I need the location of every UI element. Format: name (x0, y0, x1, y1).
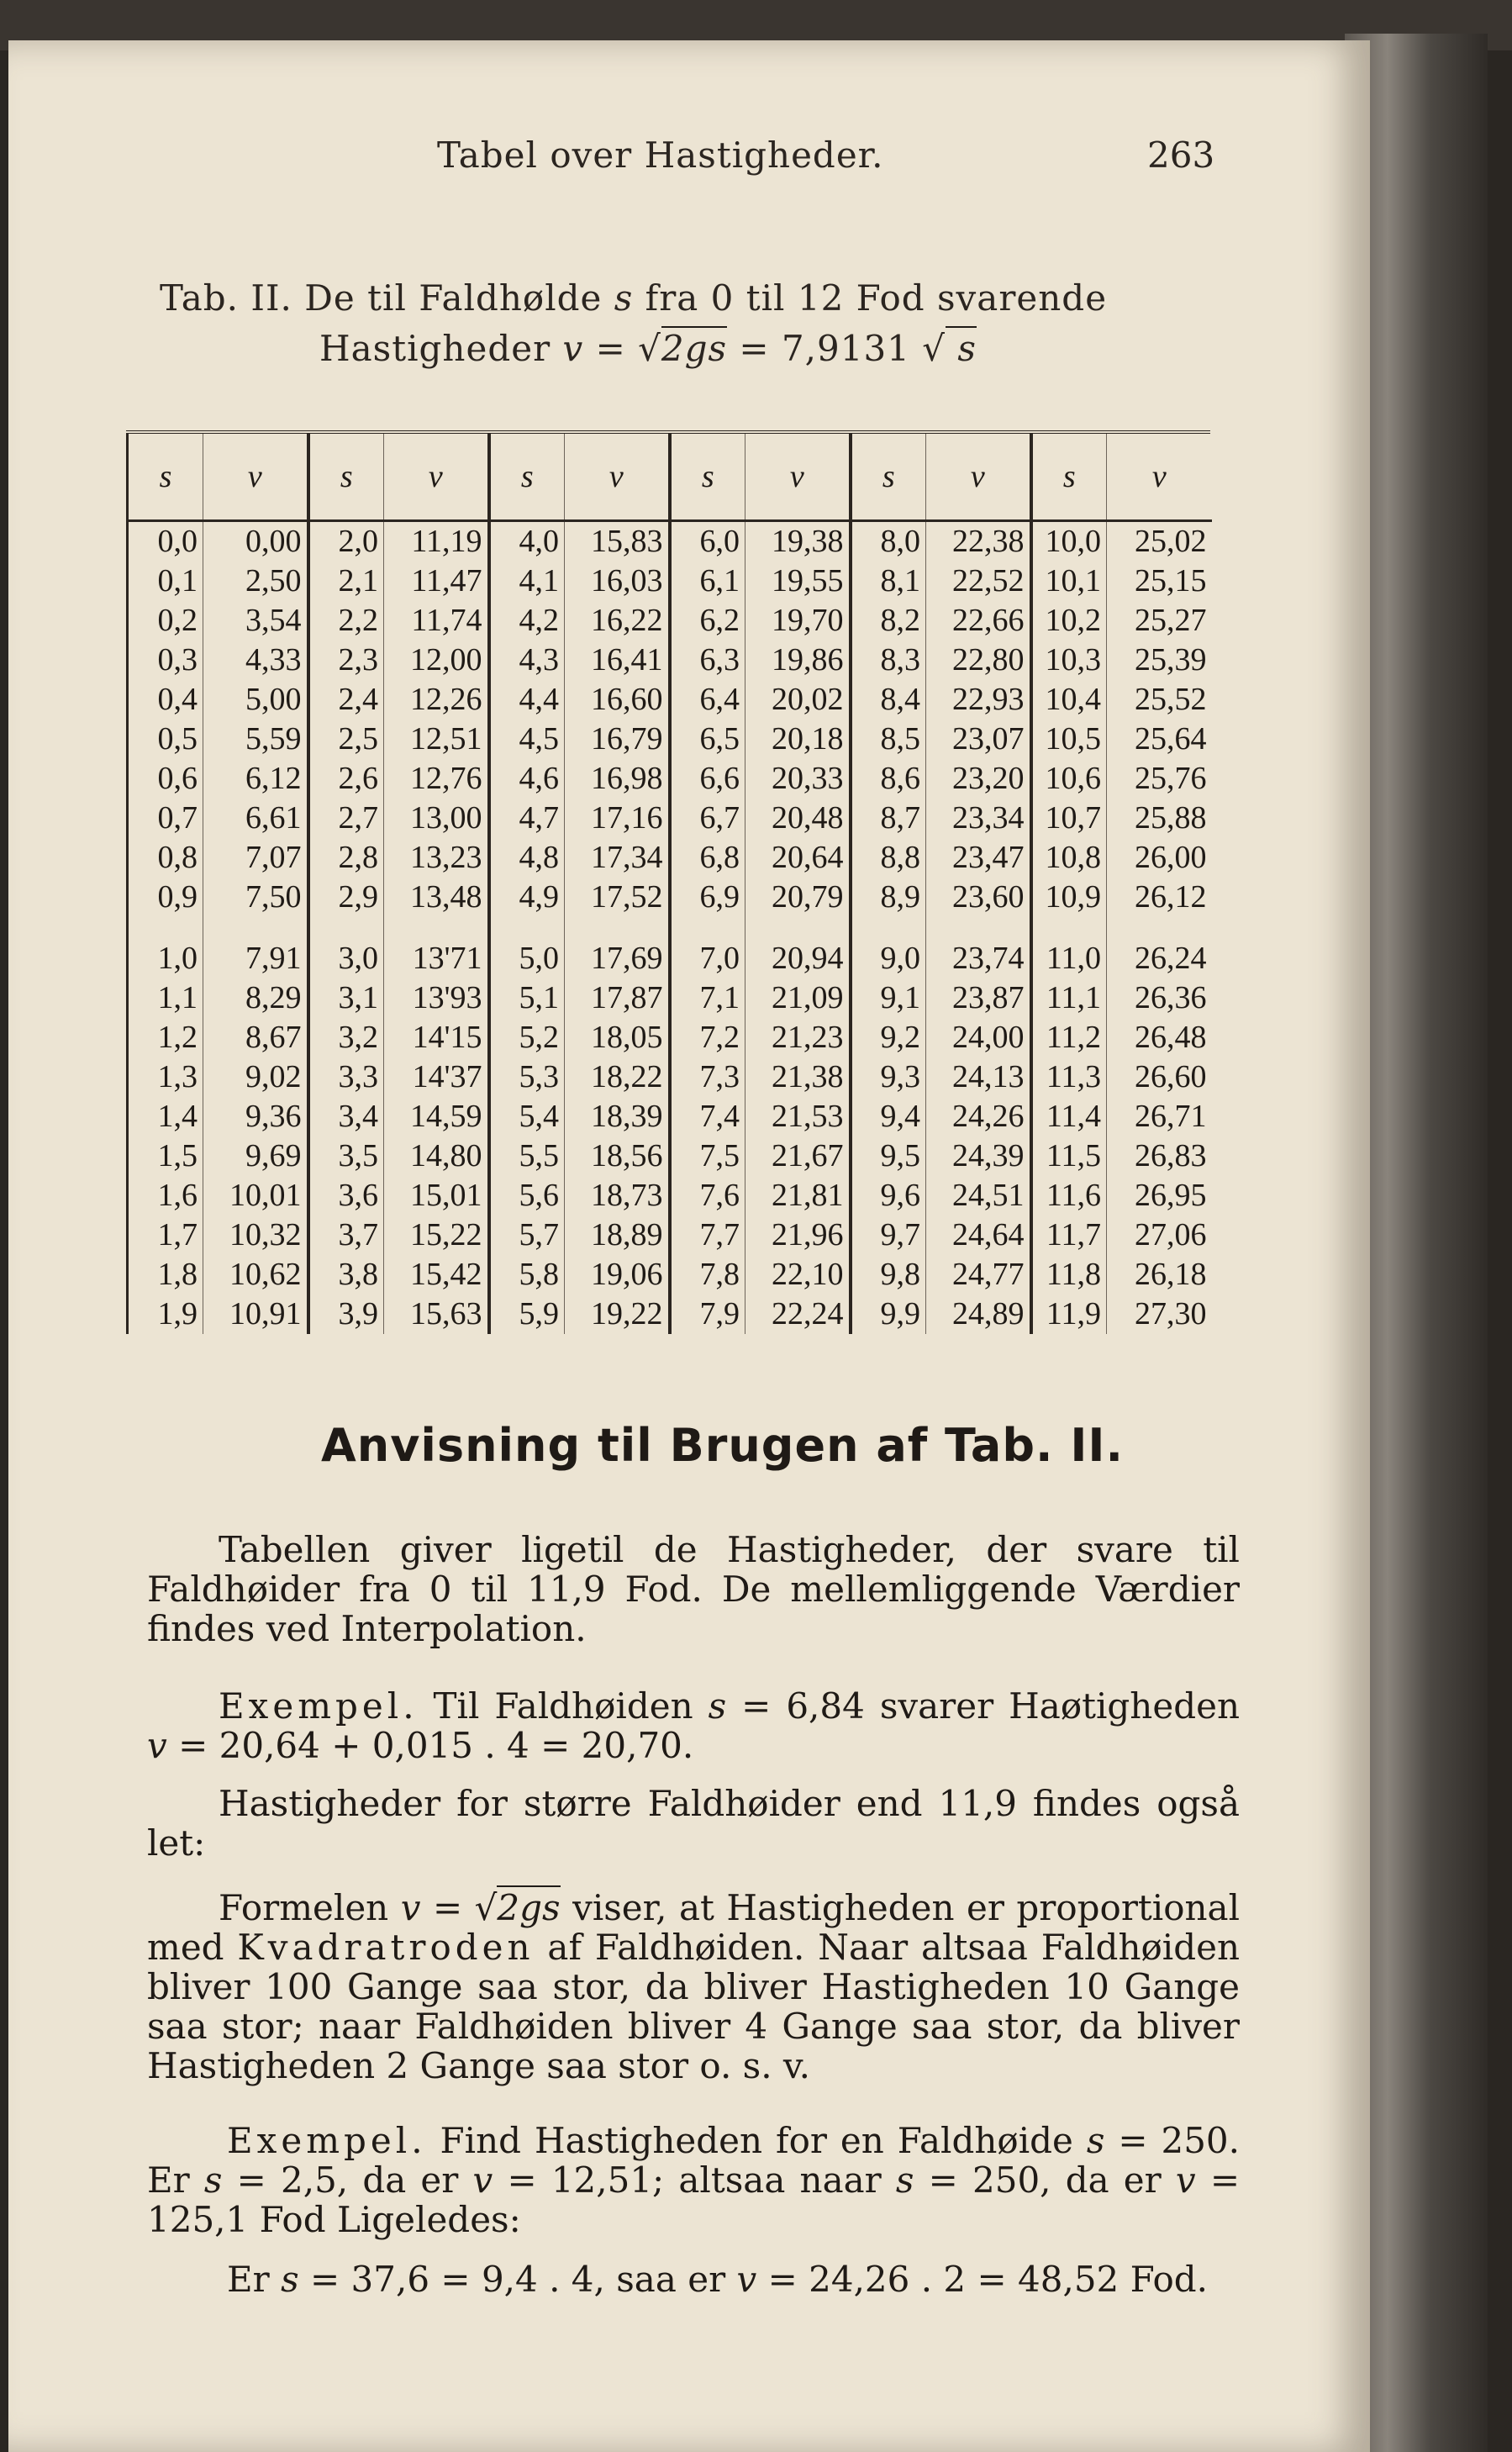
table-row (128, 1097, 1212, 1136)
table-cell-velocity: 25,64 (1107, 720, 1212, 759)
table-cell-height: 11,9 (1031, 1295, 1107, 1334)
table-cell-velocity: 10,91 (203, 1295, 308, 1334)
table-cell-height: 4,3 (489, 641, 565, 680)
table-cell-height: 6,4 (670, 680, 745, 720)
table-cell-height: 7,5 (670, 1136, 745, 1176)
table-cell-velocity: 9,36 (203, 1097, 308, 1136)
table-cell-velocity: 11,47 (384, 562, 489, 601)
table-cell-height: 10,1 (1031, 562, 1107, 601)
table-cell-height: 5,3 (489, 1057, 565, 1097)
table-row (128, 1295, 1212, 1334)
table-row (128, 1018, 1212, 1057)
table-cell-height: 2,1 (308, 562, 384, 601)
table-cell-height: 0,2 (128, 601, 203, 641)
table-cell-height: 5,8 (489, 1255, 565, 1295)
table-cell-height: 7,9 (670, 1295, 745, 1334)
table-cell-velocity: 27,30 (1107, 1295, 1212, 1334)
table-cell-velocity: 17,87 (565, 978, 670, 1018)
table-cell-height: 9,0 (851, 939, 926, 978)
table-cell-velocity: 14'15 (384, 1018, 489, 1057)
table-cell-height: 2,7 (308, 799, 384, 838)
table-cell-velocity: 21,96 (745, 1215, 851, 1255)
table-cell-height: 9,8 (851, 1255, 926, 1295)
table-cell-height: 10,3 (1031, 641, 1107, 680)
table-cell-velocity: 9,69 (203, 1136, 308, 1176)
table-row (128, 601, 1212, 641)
table-cell-velocity: 25,27 (1107, 601, 1212, 641)
table-cell-velocity: 17,69 (565, 939, 670, 978)
table-cell-height: 1,0 (128, 939, 203, 978)
table-cell-height: 11,8 (1031, 1255, 1107, 1295)
table-row (128, 1176, 1212, 1215)
table-cell-velocity: 22,52 (926, 562, 1031, 601)
table-cell-height: 1,6 (128, 1176, 203, 1215)
table-cell-velocity: 25,52 (1107, 680, 1212, 720)
table-cell-height: 3,1 (308, 978, 384, 1018)
table-cell-velocity: 22,80 (926, 641, 1031, 680)
table-cell-velocity: 7,50 (203, 878, 308, 917)
table-cell-height: 4,6 (489, 759, 565, 799)
book-page (8, 40, 1370, 2452)
table-cell-height: 0,5 (128, 720, 203, 759)
table-cell-height: 10,6 (1031, 759, 1107, 799)
table-cell-velocity: 24,77 (926, 1255, 1031, 1295)
table-cell-velocity: 21,53 (745, 1097, 851, 1136)
table-row (128, 521, 1212, 562)
table-cell-height: 8,3 (851, 641, 926, 680)
column-header: v (1107, 434, 1212, 521)
table-cell-velocity: 23,47 (926, 838, 1031, 878)
table-cell-height: 9,1 (851, 978, 926, 1018)
table-cell-height: 5,1 (489, 978, 565, 1018)
table-cell-velocity: 13,48 (384, 878, 489, 917)
table-cell-height: 3,5 (308, 1136, 384, 1176)
table-cell-height: 4,1 (489, 562, 565, 601)
table-cell-velocity: 7,91 (203, 939, 308, 978)
table-cell-velocity: 25,88 (1107, 799, 1212, 838)
paragraph-example-2: Exempel. Find Hastigheden for en Faldhøide s = 250. Er s = 2,5, da er v = 12,51; altsaa naar s = 250, da er v = 125,1 Fod Ligeledes: (147, 2120, 1241, 2240)
table-cell-height: 2,0 (308, 521, 384, 562)
table-cell-height: 3,9 (308, 1295, 384, 1334)
velocity-table (126, 430, 1210, 1331)
table-cell-height: 1,3 (128, 1057, 203, 1097)
table-cell-height: 9,9 (851, 1295, 926, 1334)
table-cell-velocity: 19,38 (745, 521, 851, 562)
table-cell-velocity: 5,00 (203, 680, 308, 720)
table-cell-height: 2,9 (308, 878, 384, 917)
table-cell-velocity: 22,66 (926, 601, 1031, 641)
table-cell-height: 9,2 (851, 1018, 926, 1057)
table-cell-height: 8,4 (851, 680, 926, 720)
table-cell-height: 8,6 (851, 759, 926, 799)
table-cell-velocity: 26,60 (1107, 1057, 1212, 1097)
table-cell-velocity: 7,07 (203, 838, 308, 878)
table-row (128, 641, 1212, 680)
table-cell-velocity: 26,48 (1107, 1018, 1212, 1057)
table-cell-velocity: 23,34 (926, 799, 1031, 838)
table-row (128, 838, 1212, 878)
table-cell-height: 6,6 (670, 759, 745, 799)
table-cell-velocity: 27,06 (1107, 1215, 1212, 1255)
table-cell-height: 7,0 (670, 939, 745, 978)
table-block-gap (128, 917, 1212, 939)
table-cell-height: 4,4 (489, 680, 565, 720)
table-cell-height: 0,9 (128, 878, 203, 917)
table-cell-height: 0,7 (128, 799, 203, 838)
running-title: Tabel over Hastigheder. (437, 134, 884, 176)
table-cell-velocity: 26,12 (1107, 878, 1212, 917)
table-cell-height: 11,7 (1031, 1215, 1107, 1255)
page-number: 263 (1147, 134, 1215, 176)
table-cell-height: 7,2 (670, 1018, 745, 1057)
table-cell-velocity: 10,32 (203, 1215, 308, 1255)
table-cell-velocity: 20,18 (745, 720, 851, 759)
table-cell-height: 3,4 (308, 1097, 384, 1136)
column-header: v (384, 434, 489, 521)
table-cell-velocity: 19,86 (745, 641, 851, 680)
table-cell-velocity: 12,00 (384, 641, 489, 680)
table-cell-velocity: 22,24 (745, 1295, 851, 1334)
column-header: s (670, 434, 745, 521)
table-cell-velocity: 12,51 (384, 720, 489, 759)
table-cell-velocity: 21,38 (745, 1057, 851, 1097)
table-cell-velocity: 18,22 (565, 1057, 670, 1097)
table-cell-height: 6,1 (670, 562, 745, 601)
table-cell-height: 5,6 (489, 1176, 565, 1215)
table-cell-velocity: 14,80 (384, 1136, 489, 1176)
table-cell-velocity: 24,13 (926, 1057, 1031, 1097)
table-cell-height: 1,5 (128, 1136, 203, 1176)
table-cell-velocity: 10,62 (203, 1255, 308, 1295)
table-row (128, 759, 1212, 799)
table-cell-velocity: 13,23 (384, 838, 489, 878)
table-cell-velocity: 20,64 (745, 838, 851, 878)
table-cell-velocity: 24,64 (926, 1215, 1031, 1255)
column-header: v (203, 434, 308, 521)
table-cell-height: 3,2 (308, 1018, 384, 1057)
table-cell-height: 11,1 (1031, 978, 1107, 1018)
table-cell-height: 4,2 (489, 601, 565, 641)
table-cell-velocity: 23,60 (926, 878, 1031, 917)
table-cell-velocity: 18,39 (565, 1097, 670, 1136)
paragraph-example-1: Exempel. Til Faldhøiden s = 6,84 svarer Haøtigheden v = 20,64 + 0,015 . 4 = 20,70. (147, 1685, 1240, 1766)
table-row (128, 562, 1212, 601)
table-cell-height: 4,9 (489, 878, 565, 917)
table-cell-height: 11,6 (1031, 1176, 1107, 1215)
table-cell-velocity: 17,16 (565, 799, 670, 838)
table-cell-height: 8,5 (851, 720, 926, 759)
paragraph-larger-heights: Hastigheder for større Faldhøider end 11,9 findes også let: (147, 1783, 1240, 1864)
table-cell-velocity: 9,02 (203, 1057, 308, 1097)
table-row (128, 978, 1212, 1018)
table-cell-velocity: 25,76 (1107, 759, 1212, 799)
table-cell-velocity: 18,73 (565, 1176, 670, 1215)
table-cell-velocity: 24,39 (926, 1136, 1031, 1176)
table-cell-velocity: 24,51 (926, 1176, 1031, 1215)
table-cell-velocity: 8,67 (203, 1018, 308, 1057)
table-cell-height: 11,0 (1031, 939, 1107, 978)
table-cell-velocity: 18,05 (565, 1018, 670, 1057)
table-cell-height: 0,3 (128, 641, 203, 680)
table-cell-height: 10,4 (1031, 680, 1107, 720)
table-cell-height: 8,8 (851, 838, 926, 878)
table-cell-velocity: 21,81 (745, 1176, 851, 1215)
table-cell-velocity: 20,48 (745, 799, 851, 838)
table-cell-height: 9,5 (851, 1136, 926, 1176)
table-cell-velocity: 16,60 (565, 680, 670, 720)
table-row (128, 1255, 1212, 1295)
table-header-row (128, 434, 1212, 521)
column-header: s (128, 434, 203, 521)
table-cell-height: 10,5 (1031, 720, 1107, 759)
table-row (128, 720, 1212, 759)
paragraph-formula: Formelen v = √2gs viser, at Hastigheden er proportional med Kvadratroden af Faldhøiden. Naar altsaa Faldhøiden bliver 100 Gange saa stor, da bliver Hastigheden 10 Gange saa stor; naar Faldhøiden bliver 4 Gange saa stor, da bliver Hastigheden 2 Gange saa stor o. s. v. (147, 1887, 1241, 2086)
table-cell-height: 6,0 (670, 521, 745, 562)
table-cell-height: 11,3 (1031, 1057, 1107, 1097)
table-cell-height: 3,8 (308, 1255, 384, 1295)
table-cell-velocity: 23,74 (926, 939, 1031, 978)
table-cell-height: 3,3 (308, 1057, 384, 1097)
table-cell-velocity: 6,61 (203, 799, 308, 838)
table-cell-velocity: 21,09 (745, 978, 851, 1018)
table-cell-height: 0,8 (128, 838, 203, 878)
table-cell-height: 0,1 (128, 562, 203, 601)
table-cell-velocity: 18,89 (565, 1215, 670, 1255)
table-cell-velocity: 14,59 (384, 1097, 489, 1136)
table-cell-velocity: 0,00 (203, 521, 308, 562)
table-cell-velocity: 23,20 (926, 759, 1031, 799)
table-cell-height: 6,9 (670, 878, 745, 917)
table-cell-height: 8,2 (851, 601, 926, 641)
column-header: s (1031, 434, 1107, 521)
table-cell-height: 0,6 (128, 759, 203, 799)
table-cell-height: 10,7 (1031, 799, 1107, 838)
column-header: v (745, 434, 851, 521)
table-cell-height: 5,4 (489, 1097, 565, 1136)
table-cell-height: 8,7 (851, 799, 926, 838)
table-cell-velocity: 17,34 (565, 838, 670, 878)
column-header: s (489, 434, 565, 521)
table-cell-velocity: 19,22 (565, 1295, 670, 1334)
table-row (128, 1057, 1212, 1097)
table-cell-height: 4,5 (489, 720, 565, 759)
table-cell-height: 5,7 (489, 1215, 565, 1255)
table-cell-velocity: 14'37 (384, 1057, 489, 1097)
table-cell-height: 2,5 (308, 720, 384, 759)
table-cell-velocity: 16,03 (565, 562, 670, 601)
table-row (128, 799, 1212, 838)
table-cell-velocity: 25,39 (1107, 641, 1212, 680)
table-cell-velocity: 24,89 (926, 1295, 1031, 1334)
table-cell-height: 1,1 (128, 978, 203, 1018)
table-cell-velocity: 13,00 (384, 799, 489, 838)
table-cell-velocity: 23,07 (926, 720, 1031, 759)
table-cell-velocity: 20,94 (745, 939, 851, 978)
table-cell-height: 11,2 (1031, 1018, 1107, 1057)
table-cell-height: 7,1 (670, 978, 745, 1018)
table-row (128, 878, 1212, 917)
table-row (128, 1215, 1212, 1255)
table-cell-velocity: 6,12 (203, 759, 308, 799)
column-header: v (565, 434, 670, 521)
table-cell-velocity: 22,10 (745, 1255, 851, 1295)
table-cell-height: 10,0 (1031, 521, 1107, 562)
section-heading: Anvisning til Brugen af Tab. II. (321, 1419, 1125, 1472)
table-cell-height: 8,1 (851, 562, 926, 601)
table-cell-velocity: 19,06 (565, 1255, 670, 1295)
paragraph-example-3: Er s = 37,6 = 9,4 . 4, saa er v = 24,26 . 2 = 48,52 Fod. (227, 2259, 1208, 2300)
table-cell-height: 7,6 (670, 1176, 745, 1215)
table-cell-velocity: 3,54 (203, 601, 308, 641)
table-cell-height: 6,3 (670, 641, 745, 680)
table-cell-height: 0,4 (128, 680, 203, 720)
table-cell-velocity: 21,23 (745, 1018, 851, 1057)
table-cell-velocity: 21,67 (745, 1136, 851, 1176)
table-cell-velocity: 18,56 (565, 1136, 670, 1176)
table-cell-velocity: 16,41 (565, 641, 670, 680)
table-cell-height: 10,9 (1031, 878, 1107, 917)
table-cell-height: 6,8 (670, 838, 745, 878)
table-cell-height: 8,9 (851, 878, 926, 917)
table-cell-velocity: 17,52 (565, 878, 670, 917)
table-cell-velocity: 15,83 (565, 521, 670, 562)
table-cell-velocity: 2,50 (203, 562, 308, 601)
table-cell-velocity: 22,93 (926, 680, 1031, 720)
table-cell-velocity: 19,70 (745, 601, 851, 641)
column-header: v (926, 434, 1031, 521)
table-cell-height: 5,0 (489, 939, 565, 978)
table-cell-height: 2,6 (308, 759, 384, 799)
table-cell-velocity: 12,26 (384, 680, 489, 720)
table-cell-velocity: 15,63 (384, 1295, 489, 1334)
table-cell-velocity: 26,18 (1107, 1255, 1212, 1295)
table-cell-velocity: 15,22 (384, 1215, 489, 1255)
table-cell-velocity: 26,83 (1107, 1136, 1212, 1176)
table-caption-line-2: Hastigheder v = √2gs = 7,9131 √ s (319, 328, 977, 369)
table-cell-height: 4,7 (489, 799, 565, 838)
table-cell-velocity: 13'71 (384, 939, 489, 978)
table-cell-velocity: 5,59 (203, 720, 308, 759)
table-cell-velocity: 24,26 (926, 1097, 1031, 1136)
table-cell-velocity: 15,42 (384, 1255, 489, 1295)
table-cell-height: 4,8 (489, 838, 565, 878)
table-cell-height: 6,2 (670, 601, 745, 641)
table-cell-velocity: 4,33 (203, 641, 308, 680)
table-cell-velocity: 16,22 (565, 601, 670, 641)
table-cell-velocity: 8,29 (203, 978, 308, 1018)
table-cell-height: 9,4 (851, 1097, 926, 1136)
table-cell-height: 5,2 (489, 1018, 565, 1057)
table-cell-height: 1,2 (128, 1018, 203, 1057)
table-cell-velocity: 26,00 (1107, 838, 1212, 878)
column-header: s (851, 434, 926, 521)
table-cell-velocity: 25,15 (1107, 562, 1212, 601)
table-row (128, 1136, 1212, 1176)
table-cell-velocity: 16,98 (565, 759, 670, 799)
table-cell-velocity: 16,79 (565, 720, 670, 759)
table-cell-height: 2,8 (308, 838, 384, 878)
table-cell-height: 7,8 (670, 1255, 745, 1295)
table-cell-height: 4,0 (489, 521, 565, 562)
table-cell-height: 3,6 (308, 1176, 384, 1215)
table-caption-line-1: Tab. II. De til Faldhølde s fra 0 til 12 Fod svarende (160, 277, 1108, 319)
table-row (128, 939, 1212, 978)
table-cell-height: 5,9 (489, 1295, 565, 1334)
table-cell-velocity: 26,95 (1107, 1176, 1212, 1215)
table-cell-velocity: 22,38 (926, 521, 1031, 562)
table-cell-height: 10,2 (1031, 601, 1107, 641)
table-cell-velocity: 12,76 (384, 759, 489, 799)
table-cell-height: 11,4 (1031, 1097, 1107, 1136)
table-cell-height: 2,4 (308, 680, 384, 720)
table-cell-velocity: 11,74 (384, 601, 489, 641)
table-cell-height: 8,0 (851, 521, 926, 562)
table-cell-velocity: 20,79 (745, 878, 851, 917)
table-cell-height: 10,8 (1031, 838, 1107, 878)
table-cell-velocity: 24,00 (926, 1018, 1031, 1057)
table-cell-height: 2,3 (308, 641, 384, 680)
table-cell-height: 1,7 (128, 1215, 203, 1255)
table-cell-height: 3,0 (308, 939, 384, 978)
table-cell-height: 7,7 (670, 1215, 745, 1255)
table-cell-height: 6,5 (670, 720, 745, 759)
table-cell-velocity: 23,87 (926, 978, 1031, 1018)
table-cell-height: 1,8 (128, 1255, 203, 1295)
table-cell-height: 5,5 (489, 1136, 565, 1176)
table-cell-velocity: 26,24 (1107, 939, 1212, 978)
table-cell-velocity: 15,01 (384, 1176, 489, 1215)
table-cell-velocity: 19,55 (745, 562, 851, 601)
table-cell-velocity: 13'93 (384, 978, 489, 1018)
table-cell-height: 6,7 (670, 799, 745, 838)
table-cell-height: 9,6 (851, 1176, 926, 1215)
table-cell-velocity: 26,36 (1107, 978, 1212, 1018)
table-cell-velocity: 10,01 (203, 1176, 308, 1215)
table-cell-height: 7,3 (670, 1057, 745, 1097)
table-cell-height: 1,9 (128, 1295, 203, 1334)
table-row (128, 680, 1212, 720)
column-header: s (308, 434, 384, 521)
table-cell-height: 11,5 (1031, 1136, 1107, 1176)
table-cell-height: 2,2 (308, 601, 384, 641)
table-cell-velocity: 25,02 (1107, 521, 1212, 562)
table-cell-height: 7,4 (670, 1097, 745, 1136)
table-cell-height: 9,7 (851, 1215, 926, 1255)
table-cell-velocity: 11,19 (384, 521, 489, 562)
table-cell-height: 1,4 (128, 1097, 203, 1136)
table-cell-velocity: 20,33 (745, 759, 851, 799)
table-cell-velocity: 20,02 (745, 680, 851, 720)
table-cell-height: 0,0 (128, 521, 203, 562)
paragraph-intro: Tabellen giver ligetil de Hastigheder, der svare til Faldhøider fra 0 til 11,9 Fod. De mellemliggende Værdier findes ved Interpolation. (147, 1529, 1240, 1649)
table-cell-height: 3,7 (308, 1215, 384, 1255)
table-cell-velocity: 26,71 (1107, 1097, 1212, 1136)
table-cell-height: 9,3 (851, 1057, 926, 1097)
